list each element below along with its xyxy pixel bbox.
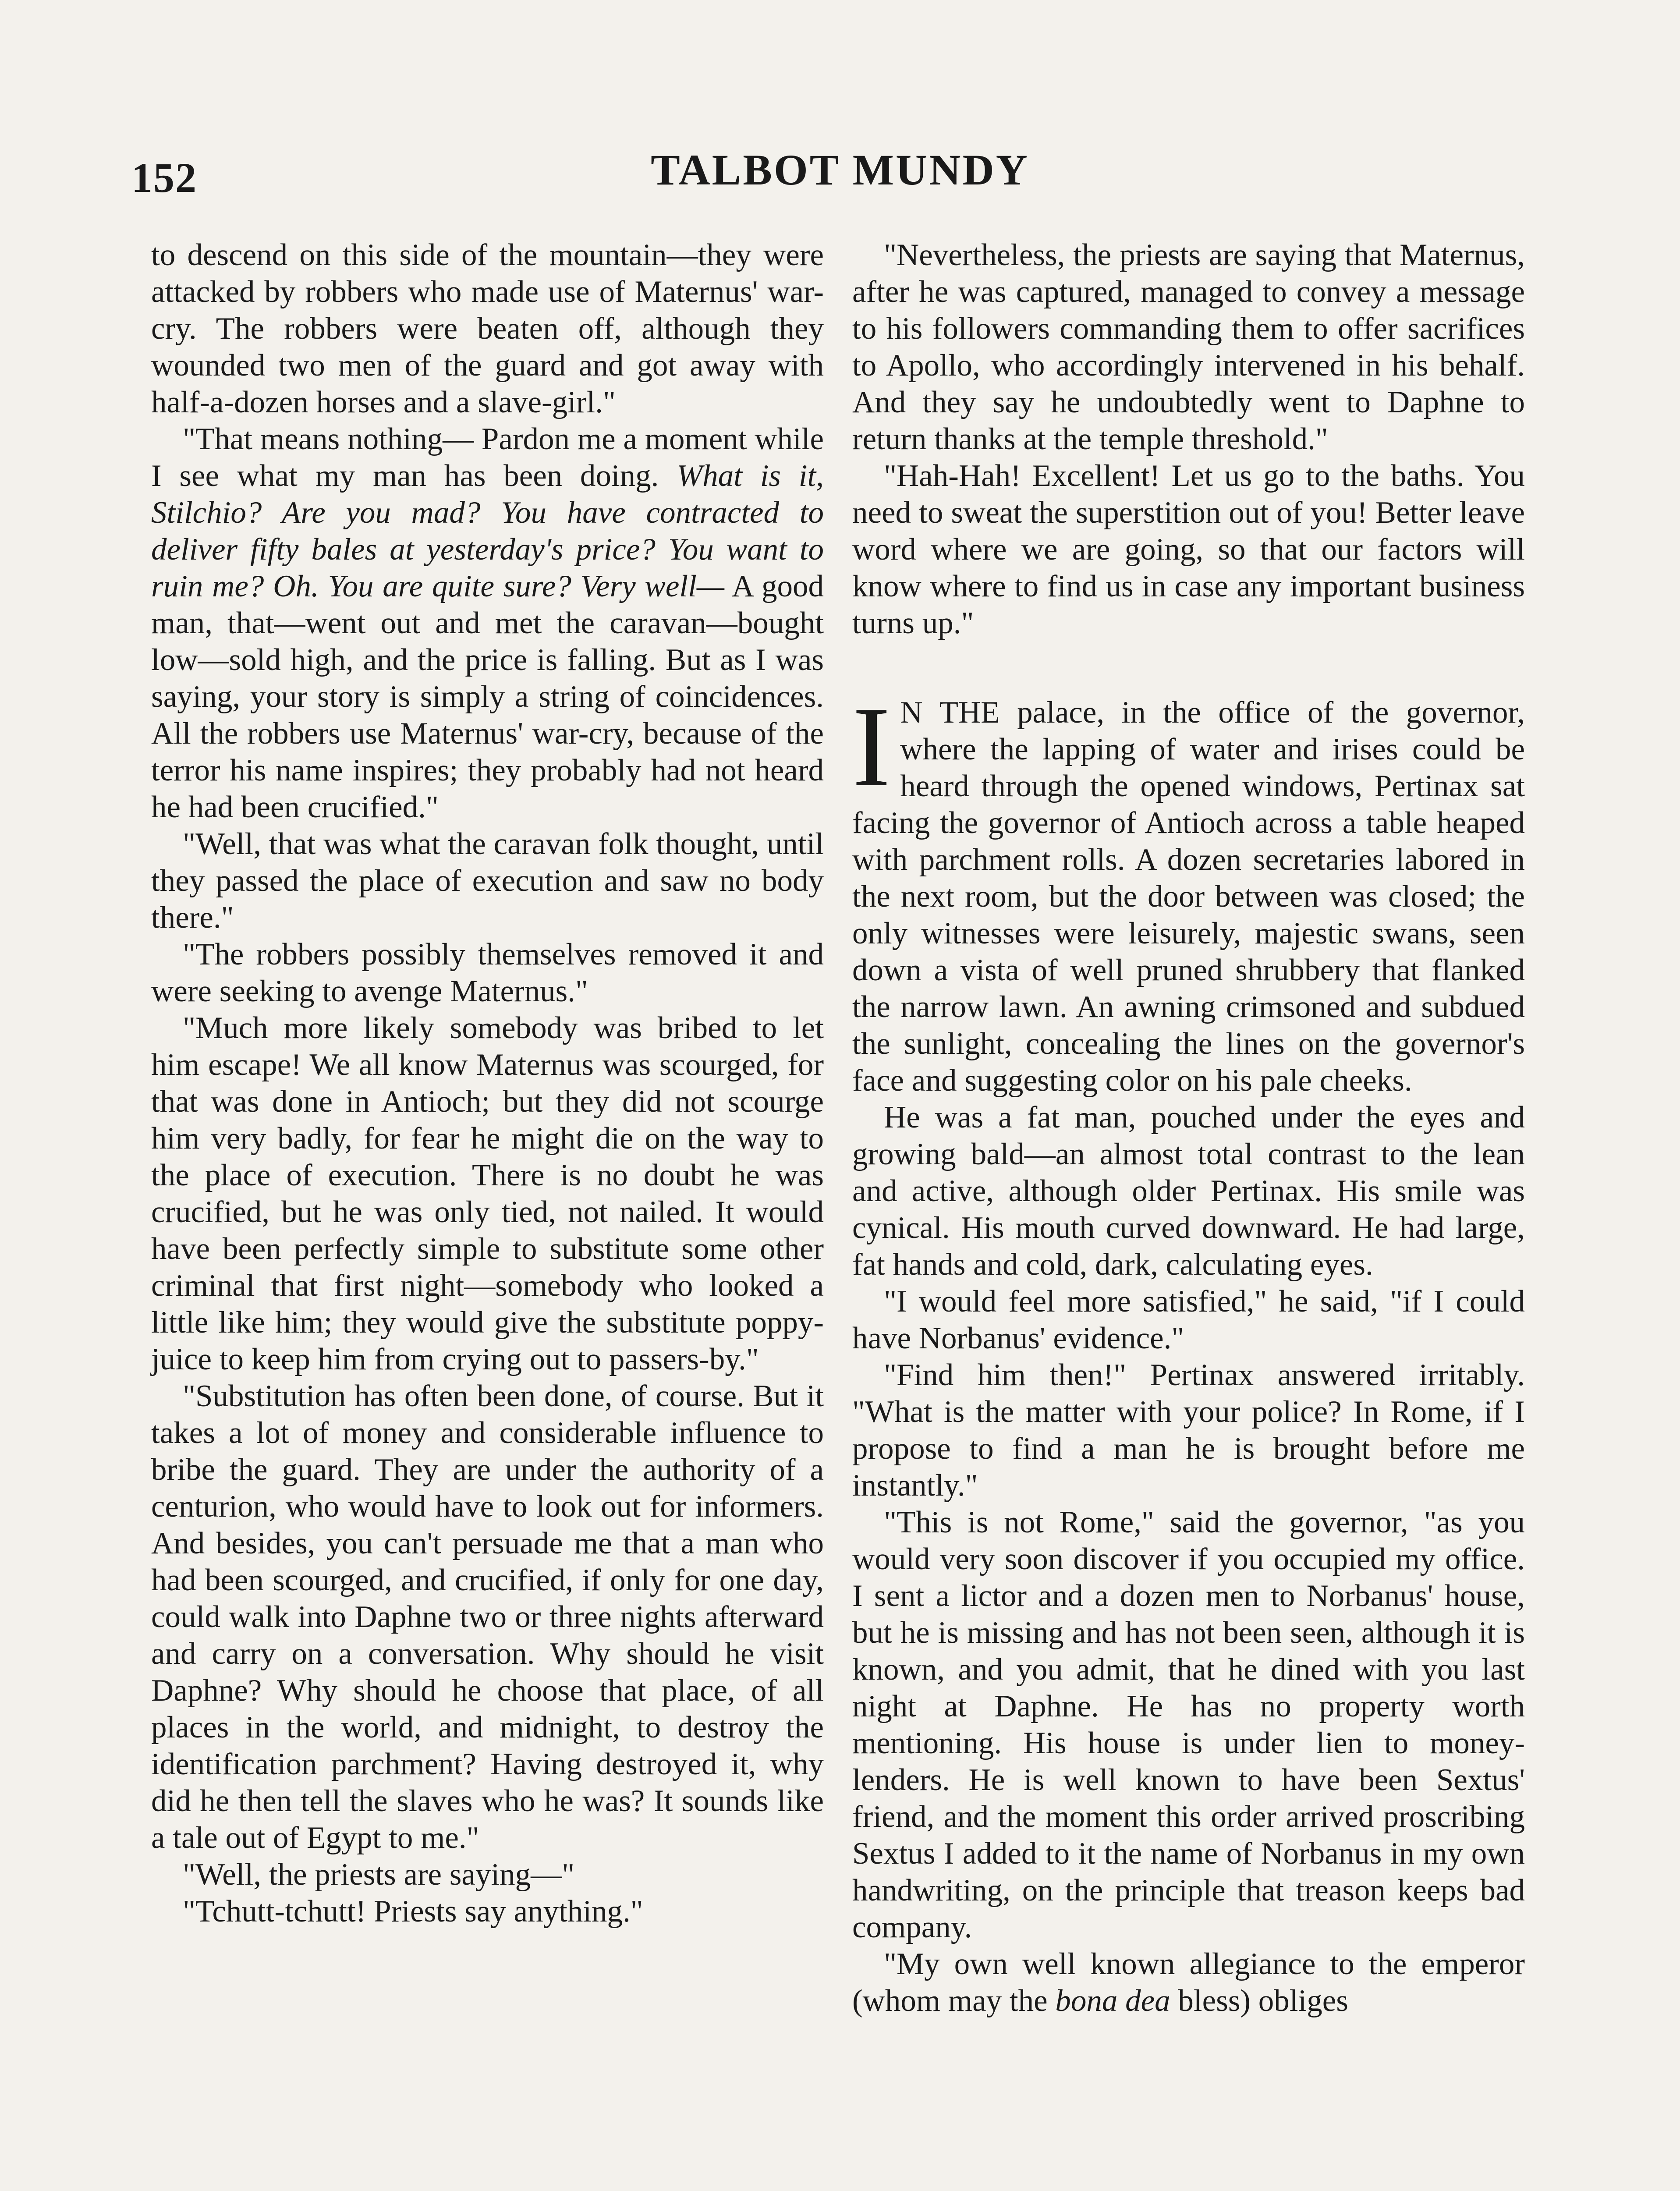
section-opening-paragraph <box>852 683 1525 1099</box>
paragraph: "The robbers possibly themselves removed it and were seeking to avenge Maternus." <box>151 937 824 1008</box>
paragraph: "Much more likely somebody was bribed to let him escape! We all know Maternus was scourged, for that was done in Antioch; but they did not scourge him very badly, for fear he might die on the way to the place of execution. There is no doubt he was crucified, but he was only tied, not nailed. It would have been perfectly simple to substitute some other criminal that first night—somebody who looked a little like him; they would give the substitute poppy-juice to keep him from crying out to passers-by." <box>151 1011 824 1376</box>
paragraph-text: bless) obliges <box>1170 1984 1348 2018</box>
paragraph: "Substitution has often been done, of course. But it takes a lot of money and considerable influence to bribe the guard. They are under the authority of a centurion, who would have to look out for informers. And besides, you can't persuade me that a man who had been scourged, and crucified, if only for one day, could walk into Daphne two or three nights afterward and carry on a conversation. Why should he visit Daphne? Why should he choose that place, of all places in the world, and midnight, to destroy the identification parchment? Having destroyed it, why did he then tell the slaves who he was? It sounds like a tale out of Egypt to me." <box>151 1379 824 1855</box>
paragraph <box>151 421 824 826</box>
running-head: TALBOT MUNDY <box>651 145 1029 194</box>
paragraph: "Well, the priests are saying—" <box>183 1858 575 1892</box>
paragraph-text: "My own well known allegiance to the emperor (whom may the <box>852 1947 1525 2018</box>
paragraph: "I would feel more satisfied," he said, "if I could have Norbanus' evidence." <box>852 1284 1525 1355</box>
paragraph-text: A good man, that—went out and met the caravan—bought low—sold high, and the price is falling. But as I was saying, your story is simply a string of coincidences. All the robbers use Maternus' war-cry, because of the terror his name inspires; they probably had not heard he had been crucified." <box>151 569 824 824</box>
paragraph: He was a fat man, pouched under the eyes and growing bald—an almost total contrast to the lean and active, although older Pertinax. His smile was cynical. His mouth curved downward. He had large, fat hands and cold, dark, calculating eyes. <box>852 1100 1525 1282</box>
paragraph <box>852 1946 1525 2019</box>
paragraph: "Find him then!" Pertinax answered irritably. "What is the matter with your police? In Rome, if I propose to find a man he is brought before me instantly." <box>852 1358 1525 1503</box>
paragraph-text: "That means nothing— Pardon me a moment while I see what my man has been doing. <box>151 422 824 493</box>
paragraph: "Hah-Hah! Excellent! Let us go to the baths. You need to sweat the superstition out of you! Better leave word where we are going, so that our factors will know where to find us in case any important business turns up." <box>852 459 1525 640</box>
italic-term: bona dea <box>1055 1984 1170 2018</box>
paragraph-text: N THE palace, in the office of the governor, where the lapping of water and irises could be heard through the opened windows, Pertinax sat facing the governor of Antioch across a table heaped with parchment rolls. A dozen secretaries labored in the next room, but the door between was closed; the only witnesses were leisurely, majestic swans, seen down a vista of well pruned shrubbery that flanked the narrow lawn. An awning crimsoned and subdued the sunlight, concealing the lines on the governor's face and suggesting color on his pale cheeks. <box>852 695 1525 1098</box>
right-column <box>852 237 1525 2019</box>
paragraph: "Nevertheless, the priests are saying that Maternus, after he was captured, managed to convey a message to his followers commanding them to offer sacrifices to Apollo, who accordingly intervened in his behalf. And they say he undoubtedly went to Daphne to return thanks at the temple threshold." <box>852 238 1525 456</box>
paragraph: "This is not Rome," said the governor, "as you would very soon discover if you occupied my office. I sent a lictor and a dozen men to Norbanus' house, but he is missing and has not been seen, although it is known, and you admit, that he dined with you last night at Daphne. He has no property worth mentioning. His house is under lien to money-lenders. He is well known to have been Sextus' friend, and the moment this order arrived proscribing Sextus I added to it the name of Norbanus in my own handwriting, on the principle that treason keeps bad company. <box>852 1505 1525 1944</box>
paragraph: "Well, that was what the caravan folk thought, until they passed the place of execution and saw no body there." <box>151 827 824 935</box>
italic-aside: What is it, Stilchio? Are you mad? You have contracted to deliver fifty bales at yesterday's price? You want to ruin me? Oh. You are quite sure? Very well— <box>151 459 824 603</box>
drop-cap: I <box>852 683 891 810</box>
page-number: 152 <box>131 154 197 201</box>
paragraph: "Tchutt-tchutt! Priests say anything." <box>183 1894 643 1929</box>
left-column <box>151 237 824 1930</box>
paragraph: to descend on this side of the mountain—they were attacked by robbers who made use of Maternus' war-cry. The robbers were beaten off, although they wounded two men of the guard and got away with half-a-dozen horses and a slave-girl." <box>151 238 824 419</box>
